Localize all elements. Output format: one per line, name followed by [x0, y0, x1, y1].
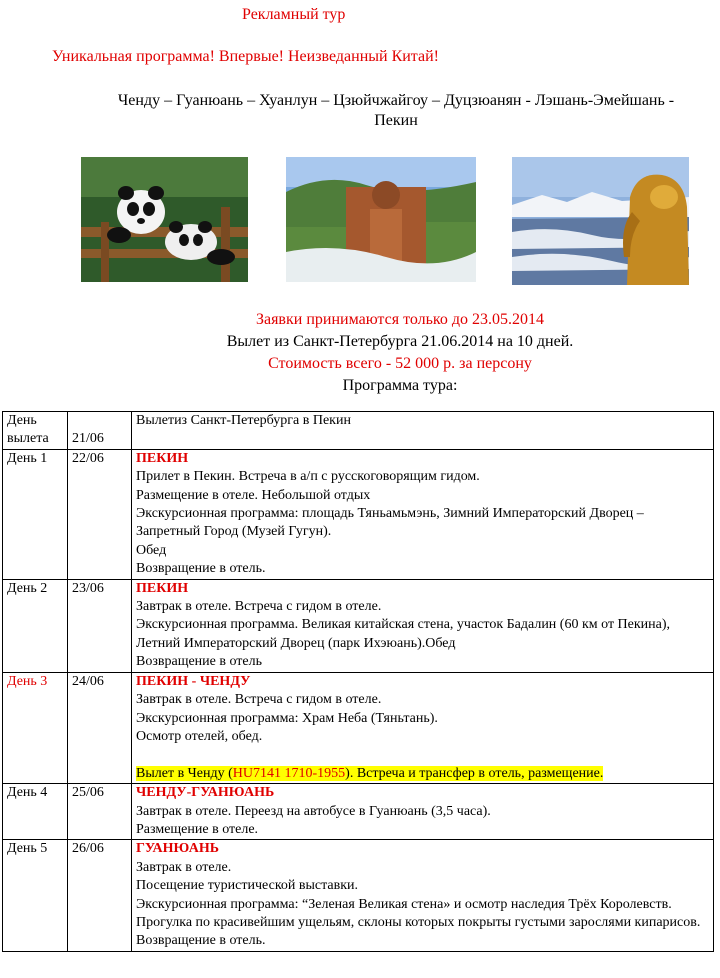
activity-line: Возвращение в отель	[136, 654, 263, 670]
flight-line	[136, 765, 709, 783]
activity-line: Размещение в отеле.	[136, 821, 259, 837]
flight-text-a: Вылет в Ченду (	[136, 765, 233, 781]
table-row	[3, 672, 714, 783]
date-cell: 21/06	[72, 431, 104, 447]
flight-number: HU7141 1710-1955	[232, 765, 346, 781]
activity-line: Размещение в отеле. Небольшой отдых	[136, 487, 371, 503]
table-row	[3, 579, 714, 672]
activity-line: Завтрак в отеле.	[136, 859, 232, 875]
activity-line: Обед	[136, 542, 167, 558]
activity-line: Возвращение в отель.	[136, 933, 266, 949]
day-label-2: вылета	[7, 431, 49, 447]
day-title: ЧЕНДУ-ГУАНЮАНЬ	[136, 785, 275, 801]
date-cell: 23/06	[68, 579, 132, 672]
day-cell: День 4	[3, 784, 68, 840]
table-row	[3, 784, 714, 840]
table-row	[3, 412, 714, 450]
activity-line: Экскурсионная программа: Храм Неба (Тяньтань).	[136, 710, 438, 726]
promo-title: Рекламный тур	[242, 6, 346, 23]
activity-line: Осмотр отелей, обед.	[136, 728, 263, 744]
route-line-1: Ченду – Гуанюань – Хуанлун – Цзюйчжайгоу – Дуцзюанян - Лэшань-Эмейшань -	[117, 92, 675, 109]
deadline-notice: Заявки принимаются только до 23.05.2014	[255, 311, 545, 328]
activity-line: Завтрак в отеле. Переезд на автобусе в Гуанюань (3,5 часа).	[136, 803, 491, 819]
table-row	[3, 840, 714, 951]
date-cell: 24/06	[68, 672, 132, 783]
day-title: ПЕКИН	[136, 450, 189, 466]
activity-line: Посещение туристической выставки.	[136, 878, 359, 894]
activity-line: Завтрак в отеле. Встреча с гидом в отеле.	[136, 692, 382, 708]
leshan-buddha-photo	[286, 157, 476, 282]
activity-line: Экскурсионная программа: “Зеленая Великая стена» и осмотр наследия Трёх Королевств. Прогулка по красивейшим ущельям, склоны которых покрыты густыми зарослями кипарисов.	[136, 896, 701, 930]
day-cell: День 1	[3, 449, 68, 579]
tour-program-table	[2, 411, 714, 952]
activity-line: Завтрак в отеле. Встреча с гидом в отеле.	[136, 599, 382, 615]
unique-program-line: Уникальная программа! Впервые! Неизведанный Китай!	[52, 48, 439, 65]
activity-line: Возвращение в отель.	[136, 561, 266, 577]
activity-text: Вылетиз Санкт-Петербурга в Пекин	[136, 413, 351, 428]
day-title: ПЕКИН - ЧЕНДУ	[136, 673, 251, 689]
panda-photo	[81, 157, 248, 282]
day-cell: День 3	[3, 672, 68, 783]
golden-elephant-photo	[512, 157, 689, 285]
program-title: Программа тура:	[342, 377, 458, 394]
day-title: ПЕКИН	[136, 580, 189, 596]
departure-info: Вылет из Санкт-Петербурга 21.06.2014 на 10 дней.	[226, 333, 574, 350]
activity-line: Экскурсионная программа: площадь Тяньамьмэнь, Зимний Императорский Дворец – Запретный Город (Музей Гугун).	[136, 506, 644, 540]
date-cell: 25/06	[68, 784, 132, 840]
day-title: ГУАНЮАНЬ	[136, 841, 219, 857]
day-label: День	[7, 413, 37, 428]
flight-text-c: ). Встреча и трансфер в отель, размещение.	[345, 765, 604, 781]
table-row	[3, 449, 714, 579]
route-heading	[70, 91, 720, 131]
day-cell: День 5	[3, 840, 68, 951]
date-cell: 26/06	[68, 840, 132, 951]
date-cell: 22/06	[68, 449, 132, 579]
activity-line: Прилет в Пекин. Встреча в а/п с русскоговорящим гидом.	[136, 469, 480, 485]
day-cell: День 2	[3, 579, 68, 672]
activity-line: Экскурсионная программа. Великая китайская стена, участок Бадалин (60 км от Пекина), Летний Императорский Дворец (парк Ихэюань).Обед	[136, 617, 671, 651]
route-line-2: Пекин	[374, 112, 418, 129]
price-info: Стоимость всего - 52 000 р. за персону	[268, 355, 532, 372]
